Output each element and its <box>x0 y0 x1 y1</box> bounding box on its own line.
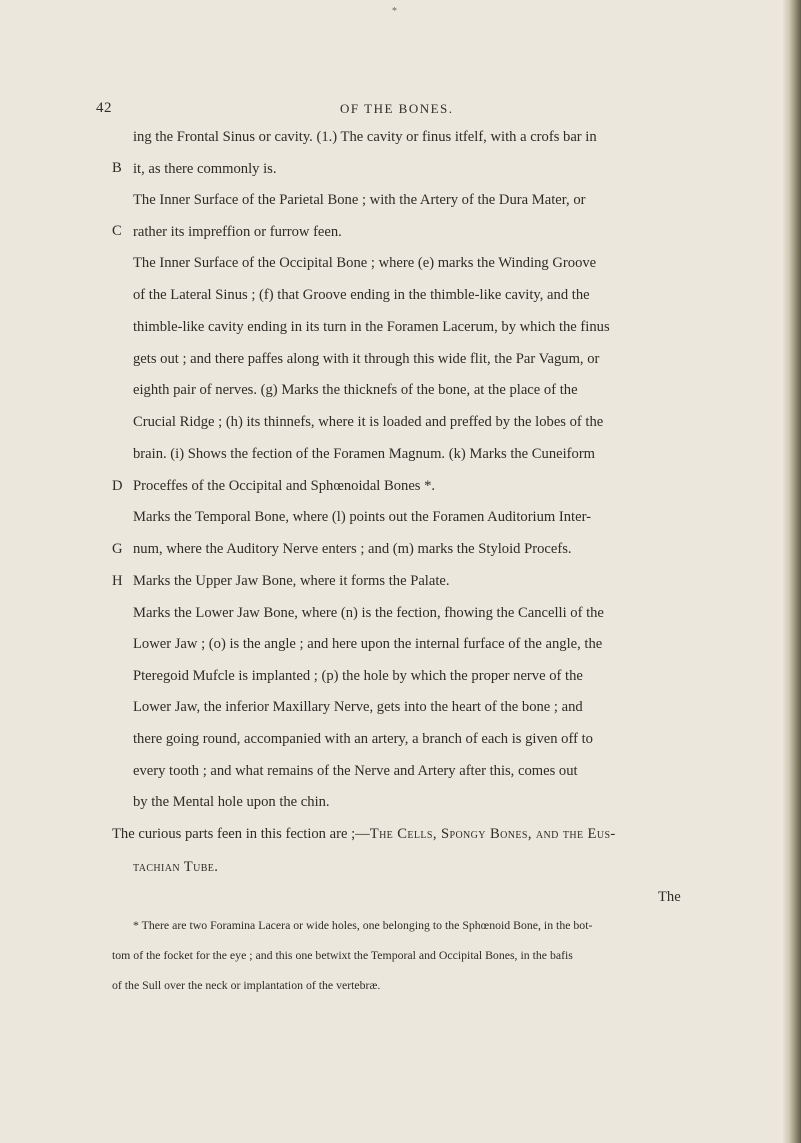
text-line: ing the Frontal Sinus or cavity. (1.) The cavity or finus itfelf, with a crofs bar in <box>133 129 597 145</box>
text-line: Lower Jaw ; (o) is the angle ; and here upon the internal furface of the angle, the <box>133 636 603 652</box>
text-line: Proceffes of the Occipital and Sphœnoidal Bones *. <box>133 478 436 494</box>
margin-letter-d: D <box>112 478 123 494</box>
running-head: OF THE BONES. <box>340 101 454 116</box>
text-line: there going round, accompanied with an artery, a branch of each is given off to <box>133 731 593 747</box>
text-line: The Inner Surface of the Occipital Bone ; where (e) marks the Winding Groove <box>133 255 597 271</box>
text-line: every tooth ; and what remains of the Nerve and Artery after this, comes out <box>133 763 578 779</box>
footnote-line: * There are two Foramina Lacera or wide holes, one belonging to the Sphœnoid Bone, in the bot- <box>133 918 593 932</box>
text-line: by the Mental hole upon the chin. <box>133 794 330 810</box>
footnote-line: of the Sull over the neck or implantation of the vertebræ. <box>112 978 381 992</box>
page-header <box>0 100 801 124</box>
text-line: gets out ; and there paffes along with it through this wide flit, the Par Vagum, or <box>133 351 600 367</box>
text-line: brain. (i) Shows the fection of the Foramen Magnum. (k) Marks the Cuneiform <box>133 446 596 462</box>
margin-letter-h: H <box>112 573 123 589</box>
margin-letter-c: C <box>112 223 122 239</box>
text-line: of the Lateral Sinus ; (f) that Groove ending in the thimble-like cavity, and the <box>133 287 590 303</box>
text-segment: The curious parts feen in this fection are ;— <box>112 826 370 842</box>
text-line: it, as there commonly is. <box>133 161 277 177</box>
text-line: num, where the Auditory Nerve enters ; and (m) marks the Styloid Procefs. <box>133 541 572 557</box>
top-mark: * <box>392 6 397 17</box>
text-line <box>112 824 616 844</box>
text-line: Marks the Temporal Bone, where (l) points out the Foramen Auditorium Inter- <box>133 509 592 525</box>
margin-letter-g: G <box>112 541 123 557</box>
small-caps-segment: The Cells, Spongy Bones, and the Eus- <box>369 826 616 842</box>
page-edge-shadow <box>783 0 801 1143</box>
text-line: thimble-like cavity ending in its turn in the Foramen Lacerum, by which the finus <box>133 319 610 335</box>
text-line: rather its impreffion or furrow feen. <box>133 224 342 240</box>
small-caps-line: tachian Tube. <box>133 859 219 875</box>
text-line: The Inner Surface of the Parietal Bone ; with the Artery of the Dura Mater, or <box>133 192 586 208</box>
text-line: Marks the Upper Jaw Bone, where it forms the Palate. <box>133 573 450 589</box>
margin-letter-b: B <box>112 160 122 176</box>
text-line: eighth pair of nerves. (g) Marks the thicknefs of the bone, at the place of the <box>133 382 578 398</box>
text-line: Pteregoid Mufcle is implanted ; (p) the hole by which the proper nerve of the <box>133 668 583 684</box>
catchword: The <box>658 889 681 905</box>
text-line: Crucial Ridge ; (h) its thinnefs, where it is loaded and preffed by the lobes of the <box>133 414 604 430</box>
page-number: 42 <box>96 100 112 116</box>
footnote-line: tom of the focket for the eye ; and this one betwixt the Temporal and Occipital Bones, in the bafis <box>112 948 573 962</box>
text-line: Marks the Lower Jaw Bone, where (n) is the fection, fhowing the Cancelli of the <box>133 605 604 621</box>
text-line: Lower Jaw, the inferior Maxillary Nerve, gets into the heart of the bone ; and <box>133 699 583 715</box>
